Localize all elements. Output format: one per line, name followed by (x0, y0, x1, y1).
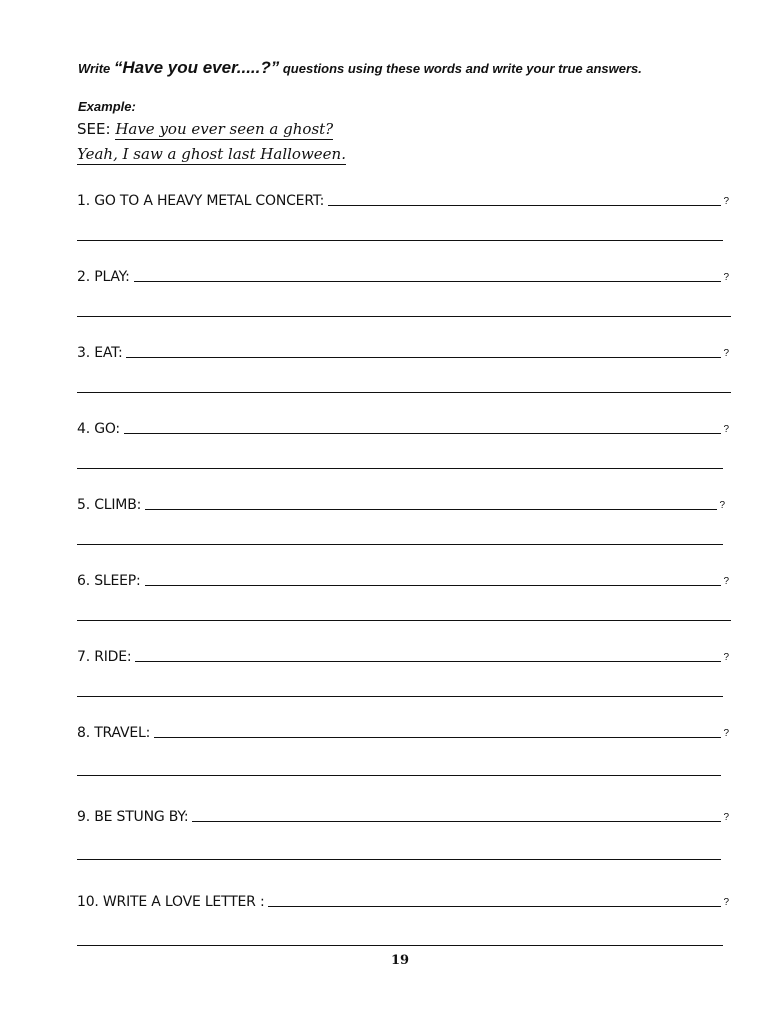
answer-line[interactable] (77, 696, 723, 697)
item-label: 9. BE STUNG BY: (77, 809, 189, 825)
example-question-line (77, 120, 333, 138)
exercise-item (77, 886, 729, 956)
item-label: 7. RIDE: (77, 649, 132, 665)
question-row (77, 641, 729, 665)
question-blank[interactable] (135, 643, 721, 662)
question-blank[interactable] (268, 888, 721, 907)
exercise-item (77, 337, 729, 407)
instructions-suffix: questions using these words and write your true answers. (279, 61, 642, 76)
question-blank[interactable] (154, 719, 721, 738)
answer-line[interactable] (77, 316, 731, 317)
item-label: 3. EAT: (77, 345, 123, 361)
question-mark: ? (723, 576, 729, 587)
item-label: 1. GO TO A HEAVY METAL CONCERT: (77, 193, 325, 209)
answer-line[interactable] (77, 620, 731, 621)
question-mark: ? (723, 652, 729, 663)
question-row (77, 801, 729, 825)
question-mark: ? (723, 812, 729, 823)
question-mark: ? (723, 897, 729, 908)
question-row (77, 337, 729, 361)
exercise-item (77, 565, 729, 635)
answer-line[interactable] (77, 240, 723, 241)
question-mark: ? (723, 272, 729, 283)
exercise-item (77, 801, 729, 871)
answer-line[interactable] (77, 468, 723, 469)
exercise-item (77, 185, 729, 255)
question-blank[interactable] (126, 339, 721, 358)
answer-line[interactable] (77, 945, 723, 946)
exercise-item (77, 489, 729, 559)
item-label: 2. PLAY: (77, 269, 130, 285)
question-row (77, 489, 725, 513)
instructions-prefix: Write (78, 61, 114, 76)
question-blank[interactable] (192, 803, 721, 822)
question-row (77, 717, 729, 741)
question-blank[interactable] (124, 415, 721, 434)
exercise-item (77, 717, 729, 787)
answer-line[interactable] (77, 392, 731, 393)
question-row (77, 565, 729, 589)
answer-line[interactable] (77, 775, 721, 776)
item-label: 8. TRAVEL: (77, 725, 151, 741)
exercise-item (77, 413, 729, 483)
item-label: 10. WRITE A LOVE LETTER : (77, 894, 265, 910)
answer-line[interactable] (77, 544, 723, 545)
exercise-item (77, 261, 729, 331)
instructions-phrase: “Have you ever.....?” (113, 58, 280, 77)
question-row (77, 886, 729, 910)
question-blank[interactable] (145, 567, 722, 586)
exercise-item (77, 641, 729, 711)
question-row (77, 185, 729, 209)
answer-line[interactable] (77, 859, 721, 860)
example-verb: SEE: (77, 120, 116, 138)
example-answer: Yeah, I saw a ghost last Halloween. (77, 145, 346, 163)
question-row (77, 261, 729, 285)
question-row (77, 413, 729, 437)
question-blank[interactable] (328, 187, 721, 206)
question-mark: ? (723, 424, 729, 435)
question-mark: ? (723, 196, 729, 207)
question-mark: ? (723, 348, 729, 359)
item-label: 5. CLIMB: (77, 497, 142, 513)
example-question: Have you ever seen a ghost? (115, 120, 334, 138)
example-label: Example: (78, 99, 136, 114)
instructions (78, 58, 642, 78)
question-blank[interactable] (145, 491, 717, 510)
question-mark: ? (723, 728, 729, 739)
item-label: 6. SLEEP: (77, 573, 141, 589)
example-answer-line (77, 145, 346, 163)
question-blank[interactable] (134, 263, 722, 282)
item-label: 4. GO: (77, 421, 120, 437)
question-mark: ? (719, 500, 725, 511)
page-number: 19 (390, 953, 410, 968)
